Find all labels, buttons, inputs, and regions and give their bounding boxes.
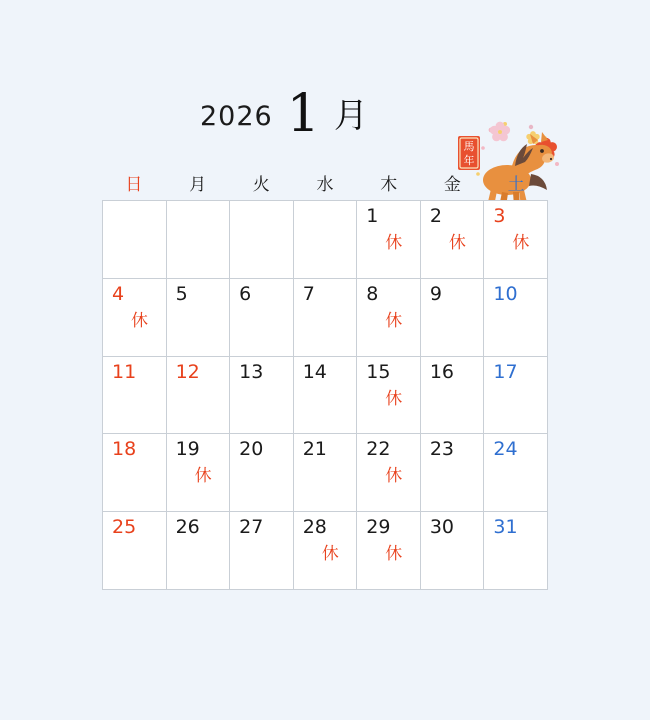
calendar-day-cell[interactable] (421, 512, 485, 590)
calendar-empty-cell (103, 201, 167, 279)
calendar-day-cell[interactable] (294, 279, 358, 357)
day-number: 20 (239, 438, 264, 461)
calendar-empty-cell (294, 201, 358, 279)
svg-text:年: 年 (463, 154, 475, 167)
calendar-day-cell[interactable] (103, 434, 167, 512)
day-holiday-mark: 休 (385, 388, 403, 409)
day-number: 30 (429, 516, 455, 539)
day-holiday-mark: 休 (385, 310, 403, 331)
year-label: 2026 (200, 101, 273, 132)
day-number: 5 (175, 282, 188, 305)
calendar-header (0, 60, 650, 170)
calendar-day-cell[interactable] (103, 357, 167, 435)
day-holiday-mark: 休 (385, 466, 403, 487)
day-number: 28 (302, 516, 327, 539)
weekday-wed: 水 (316, 175, 334, 195)
calendar-day-cell[interactable] (230, 434, 294, 512)
day-holiday-mark: 休 (194, 466, 212, 487)
calendar-day-cell[interactable] (484, 434, 548, 512)
day-number: 24 (493, 438, 518, 461)
day-number: 7 (302, 282, 315, 305)
calendar-day-cell[interactable] (357, 512, 421, 590)
calendar-day-cell[interactable] (357, 279, 421, 357)
calendar-day-cell[interactable] (230, 512, 294, 590)
calendar-day-cell[interactable] (167, 434, 231, 512)
day-number: 26 (175, 516, 200, 539)
calendar-day-cell[interactable] (484, 279, 548, 357)
calendar-empty-cell (230, 201, 294, 279)
calendar-day-cell[interactable] (357, 357, 421, 435)
month-kanji: 月 (333, 96, 368, 136)
day-number: 21 (302, 438, 327, 461)
weekday-thu: 木 (380, 175, 398, 195)
day-number: 23 (429, 438, 455, 461)
day-number: 18 (112, 438, 137, 461)
calendar-day-cell[interactable] (421, 201, 485, 279)
day-number: 16 (429, 360, 455, 383)
month-title (200, 82, 368, 144)
calendar-day-cell[interactable] (421, 279, 485, 357)
calendar-day-cell[interactable] (167, 357, 231, 435)
day-number: 22 (366, 438, 391, 461)
calendar-day-cell[interactable] (357, 434, 421, 512)
calendar-day-cell[interactable] (357, 201, 421, 279)
day-number: 1 (366, 205, 379, 227)
calendar-day-cell[interactable] (103, 512, 167, 590)
calendar-day-cell[interactable] (421, 357, 485, 435)
month-number: 1 (286, 84, 320, 144)
day-number: 9 (429, 282, 442, 305)
day-number: 19 (175, 438, 200, 461)
day-holiday-mark: 休 (512, 233, 530, 253)
calendar-day-cell[interactable] (294, 434, 358, 512)
calendar-day-cell[interactable] (294, 357, 358, 435)
weekday-fri: 金 (443, 175, 461, 195)
day-number: 6 (239, 282, 252, 305)
weekday-header-row (102, 170, 548, 201)
calendar-day-cell[interactable] (167, 512, 231, 590)
day-number: 27 (239, 516, 264, 539)
day-number: 4 (112, 282, 125, 305)
day-number: 8 (366, 282, 379, 305)
weekday-sat: 土 (507, 175, 525, 195)
calendar-day-cell[interactable] (167, 279, 231, 357)
day-holiday-mark: 休 (321, 544, 339, 565)
day-holiday-mark: 休 (131, 310, 148, 331)
calendar-day-cell[interactable] (484, 201, 548, 279)
day-number: 12 (175, 360, 200, 383)
day-number: 10 (493, 282, 518, 305)
day-number: 29 (366, 516, 391, 539)
calendar-day-cell[interactable] (484, 512, 548, 590)
calendar-day-cell[interactable] (421, 434, 485, 512)
day-number: 11 (112, 360, 137, 383)
day-number: 2 (429, 205, 442, 227)
calendar-grid (102, 200, 548, 590)
day-holiday-mark: 休 (385, 233, 403, 253)
day-number: 31 (493, 516, 518, 539)
day-holiday-mark: 休 (385, 544, 403, 565)
calendar-day-cell[interactable] (294, 512, 358, 590)
calendar-empty-cell (167, 201, 231, 279)
weekday-mon: 月 (189, 175, 207, 195)
svg-text:馬: 馬 (463, 140, 475, 153)
weekday-sun: 日 (125, 175, 143, 195)
day-number: 14 (302, 360, 327, 383)
calendar-day-cell[interactable] (484, 357, 548, 435)
day-number: 3 (493, 205, 506, 227)
calendar-day-cell[interactable] (230, 279, 294, 357)
weekday-tue: 火 (252, 175, 270, 195)
day-number: 15 (366, 360, 391, 383)
calendar-day-cell[interactable] (230, 357, 294, 435)
calendar-day-cell[interactable] (103, 279, 167, 357)
day-number: 17 (493, 360, 518, 383)
day-number: 25 (112, 516, 137, 539)
day-holiday-mark: 休 (448, 233, 466, 253)
day-number: 13 (239, 360, 264, 383)
